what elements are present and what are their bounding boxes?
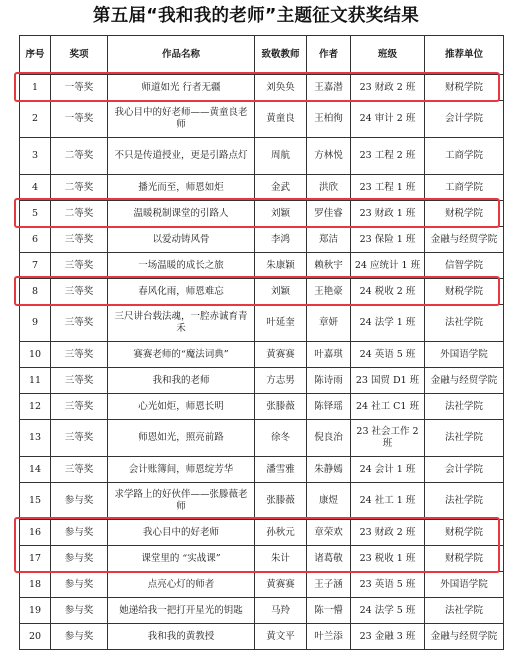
cell-teacher: 张滕薇 (255, 394, 307, 420)
cell-award: 一等奖 (51, 101, 108, 138)
cell-no: 7 (20, 253, 51, 279)
cell-unit: 财税学院 (425, 75, 504, 101)
table-row (20, 572, 504, 598)
cell-no: 9 (20, 305, 51, 342)
cell-teacher: 潘雪雅 (255, 457, 307, 483)
cell-work: 师道如光 行者无疆 (108, 75, 255, 101)
table-row (20, 227, 504, 253)
cell-class: 23 社会工作 2 班 (351, 420, 425, 457)
cell-award: 三等奖 (51, 305, 108, 342)
table-row (20, 520, 504, 546)
cell-award: 三等奖 (51, 368, 108, 394)
table-row (20, 201, 504, 227)
cell-no: 6 (20, 227, 51, 253)
cell-award: 参与奖 (51, 520, 108, 546)
cell-unit: 会计学院 (425, 101, 504, 138)
cell-work: 一场温暖的成长之旅 (108, 253, 255, 279)
cell-author: 郑洁 (307, 227, 351, 253)
cell-award: 参与奖 (51, 483, 108, 520)
cell-teacher: 刘奂奂 (255, 75, 307, 101)
cell-unit: 财税学院 (425, 201, 504, 227)
cell-class: 23 金融 3 班 (351, 624, 425, 650)
cell-no: 16 (20, 520, 51, 546)
cell-author: 王艳豪 (307, 279, 351, 305)
cell-class: 24 审计 2 班 (351, 101, 425, 138)
cell-teacher: 金武 (255, 175, 307, 201)
header-award: 奖项 (51, 36, 108, 75)
cell-unit: 法社学院 (425, 305, 504, 342)
table-row (20, 368, 504, 394)
cell-work: 求学路上的好伙伴——张滕薇老师 (108, 483, 255, 520)
cell-award: 二等奖 (51, 138, 108, 175)
table-row (20, 394, 504, 420)
header-teacher: 致敬教师 (255, 36, 307, 75)
cell-teacher: 孙秋元 (255, 520, 307, 546)
cell-no: 13 (20, 420, 51, 457)
cell-award: 参与奖 (51, 624, 108, 650)
header-no: 序号 (20, 36, 51, 75)
cell-unit: 财税学院 (425, 279, 504, 305)
cell-unit: 法社学院 (425, 598, 504, 624)
cell-class: 23 国贸 D1 班 (351, 368, 425, 394)
cell-teacher: 黄赛赛 (255, 342, 307, 368)
cell-work: 以爱动铸风骨 (108, 227, 255, 253)
cell-author: 罗佳睿 (307, 201, 351, 227)
cell-teacher: 周航 (255, 138, 307, 175)
cell-award: 三等奖 (51, 279, 108, 305)
cell-author: 王嘉潜 (307, 75, 351, 101)
cell-author: 王柏徇 (307, 101, 351, 138)
cell-work: 我心目中的好老师——黄童良老师 (108, 101, 255, 138)
cell-unit: 金融与经贸学院 (425, 227, 504, 253)
cell-unit: 信智学院 (425, 253, 504, 279)
cell-author: 叶嘉琪 (307, 342, 351, 368)
table-row (20, 457, 504, 483)
cell-award: 二等奖 (51, 175, 108, 201)
cell-author: 赖秋宇 (307, 253, 351, 279)
cell-class: 23 财政 1 班 (351, 201, 425, 227)
cell-teacher: 朱计 (255, 546, 307, 572)
cell-author: 陈诗雨 (307, 368, 351, 394)
cell-teacher: 朱康颖 (255, 253, 307, 279)
cell-work: 点亮心灯的师者 (108, 572, 255, 598)
cell-author: 倪良治 (307, 420, 351, 457)
cell-award: 参与奖 (51, 598, 108, 624)
cell-work: 师恩如光，照亮前路 (108, 420, 255, 457)
cell-award: 参与奖 (51, 546, 108, 572)
cell-no: 12 (20, 394, 51, 420)
cell-class: 24 税收 2 班 (351, 279, 425, 305)
cell-class: 23 工程 2 班 (351, 138, 425, 175)
header-class: 班级 (351, 36, 425, 75)
cell-unit: 法社学院 (425, 483, 504, 520)
cell-class: 24 会计 1 班 (351, 457, 425, 483)
cell-teacher: 张滕薇 (255, 483, 307, 520)
cell-work: 播光而至，师恩如炬 (108, 175, 255, 201)
cell-class: 23 保险 1 班 (351, 227, 425, 253)
cell-no: 5 (20, 201, 51, 227)
cell-teacher: 徐冬 (255, 420, 307, 457)
table-row (20, 624, 504, 650)
cell-no: 20 (20, 624, 51, 650)
cell-class: 23 工程 1 班 (351, 175, 425, 201)
cell-no: 19 (20, 598, 51, 624)
cell-no: 2 (20, 101, 51, 138)
awards-table (19, 35, 504, 650)
cell-award: 参与奖 (51, 572, 108, 598)
cell-no: 11 (20, 368, 51, 394)
cell-award: 三等奖 (51, 253, 108, 279)
cell-award: 三等奖 (51, 394, 108, 420)
cell-teacher: 黄赛赛 (255, 572, 307, 598)
cell-unit: 财税学院 (425, 520, 504, 546)
cell-author: 章妍 (307, 305, 351, 342)
cell-teacher: 黄文平 (255, 624, 307, 650)
cell-author: 章荣欢 (307, 520, 351, 546)
cell-class: 24 社工 1 班 (351, 483, 425, 520)
cell-teacher: 方志男 (255, 368, 307, 394)
cell-unit: 会计学院 (425, 457, 504, 483)
table-row (20, 279, 504, 305)
cell-no: 15 (20, 483, 51, 520)
cell-author: 康煜 (307, 483, 351, 520)
cell-work: 心光如炬，师恩长明 (108, 394, 255, 420)
cell-work: 会计账簿间，师恩绽芳华 (108, 457, 255, 483)
cell-teacher: 刘颖 (255, 279, 307, 305)
cell-class: 23 税收 1 班 (351, 546, 425, 572)
table-row (20, 598, 504, 624)
cell-work: 三尺讲台载法魂，一腔赤诚育青禾 (108, 305, 255, 342)
header-work: 作品名称 (108, 36, 255, 75)
cell-author: 方林悦 (307, 138, 351, 175)
cell-unit: 法社学院 (425, 394, 504, 420)
cell-award: 二等奖 (51, 201, 108, 227)
header-unit: 推荐单位 (425, 36, 504, 75)
header-author: 作者 (307, 36, 351, 75)
table-row (20, 175, 504, 201)
table-row (20, 342, 504, 368)
table-row (20, 546, 504, 572)
table-row (20, 253, 504, 279)
cell-award: 三等奖 (51, 457, 108, 483)
cell-unit: 金融与经贸学院 (425, 624, 504, 650)
cell-author: 王子涵 (307, 572, 351, 598)
cell-author: 诸葛敬 (307, 546, 351, 572)
cell-class: 23 英语 5 班 (351, 572, 425, 598)
cell-teacher: 黄童良 (255, 101, 307, 138)
cell-class: 23 财政 2 班 (351, 75, 425, 101)
cell-author: 叶兰添 (307, 624, 351, 650)
cell-unit: 外国语学院 (425, 572, 504, 598)
cell-work: 温暖税制课堂的引路人 (108, 201, 255, 227)
cell-work: 我和我的老师 (108, 368, 255, 394)
cell-work: 赛赛老师的“魔法词典” (108, 342, 255, 368)
cell-no: 10 (20, 342, 51, 368)
cell-teacher: 李鸿 (255, 227, 307, 253)
cell-teacher: 叶延奎 (255, 305, 307, 342)
cell-no: 18 (20, 572, 51, 598)
cell-no: 8 (20, 279, 51, 305)
cell-author: 朱静嫣 (307, 457, 351, 483)
cell-no: 17 (20, 546, 51, 572)
cell-no: 4 (20, 175, 51, 201)
cell-class: 23 财政 2 班 (351, 520, 425, 546)
cell-work: 她递给我一把打开星光的钥匙 (108, 598, 255, 624)
cell-class: 24 英语 5 班 (351, 342, 425, 368)
cell-unit: 外国语学院 (425, 342, 504, 368)
cell-no: 14 (20, 457, 51, 483)
cell-unit: 财税学院 (425, 546, 504, 572)
cell-no: 1 (20, 75, 51, 101)
table-row (20, 138, 504, 175)
cell-unit: 法社学院 (425, 420, 504, 457)
cell-unit: 金融与经贸学院 (425, 368, 504, 394)
cell-work: 我心目中的好老师 (108, 520, 255, 546)
cell-author: 洪欣 (307, 175, 351, 201)
cell-work: 课堂里的 “实战课” (108, 546, 255, 572)
cell-award: 三等奖 (51, 227, 108, 253)
table-row (20, 101, 504, 138)
cell-work: 我和我的黄教授 (108, 624, 255, 650)
cell-unit: 工商学院 (425, 138, 504, 175)
cell-teacher: 刘颖 (255, 201, 307, 227)
cell-class: 24 法学 1 班 (351, 305, 425, 342)
cell-award: 三等奖 (51, 342, 108, 368)
cell-class: 24 应统计 1 班 (351, 253, 425, 279)
cell-unit: 工商学院 (425, 175, 504, 201)
cell-author: 陈一懵 (307, 598, 351, 624)
cell-author: 陈铎瑶 (307, 394, 351, 420)
cell-award: 三等奖 (51, 420, 108, 457)
cell-work: 春风化雨，师恩难忘 (108, 279, 255, 305)
cell-class: 24 法学 5 班 (351, 598, 425, 624)
cell-teacher: 马羚 (255, 598, 307, 624)
table-header-row (20, 36, 504, 75)
table-row (20, 420, 504, 457)
cell-class: 24 社工 C1 班 (351, 394, 425, 420)
cell-work: 不只是传道授业，更是引路点灯 (108, 138, 255, 175)
page-title: 第五届“我和我的老师”主题征文获奖结果 (92, 6, 420, 26)
table-row (20, 305, 504, 342)
cell-award: 一等奖 (51, 75, 108, 101)
table-row (20, 483, 504, 520)
cell-no: 3 (20, 138, 51, 175)
table-row (20, 75, 504, 101)
